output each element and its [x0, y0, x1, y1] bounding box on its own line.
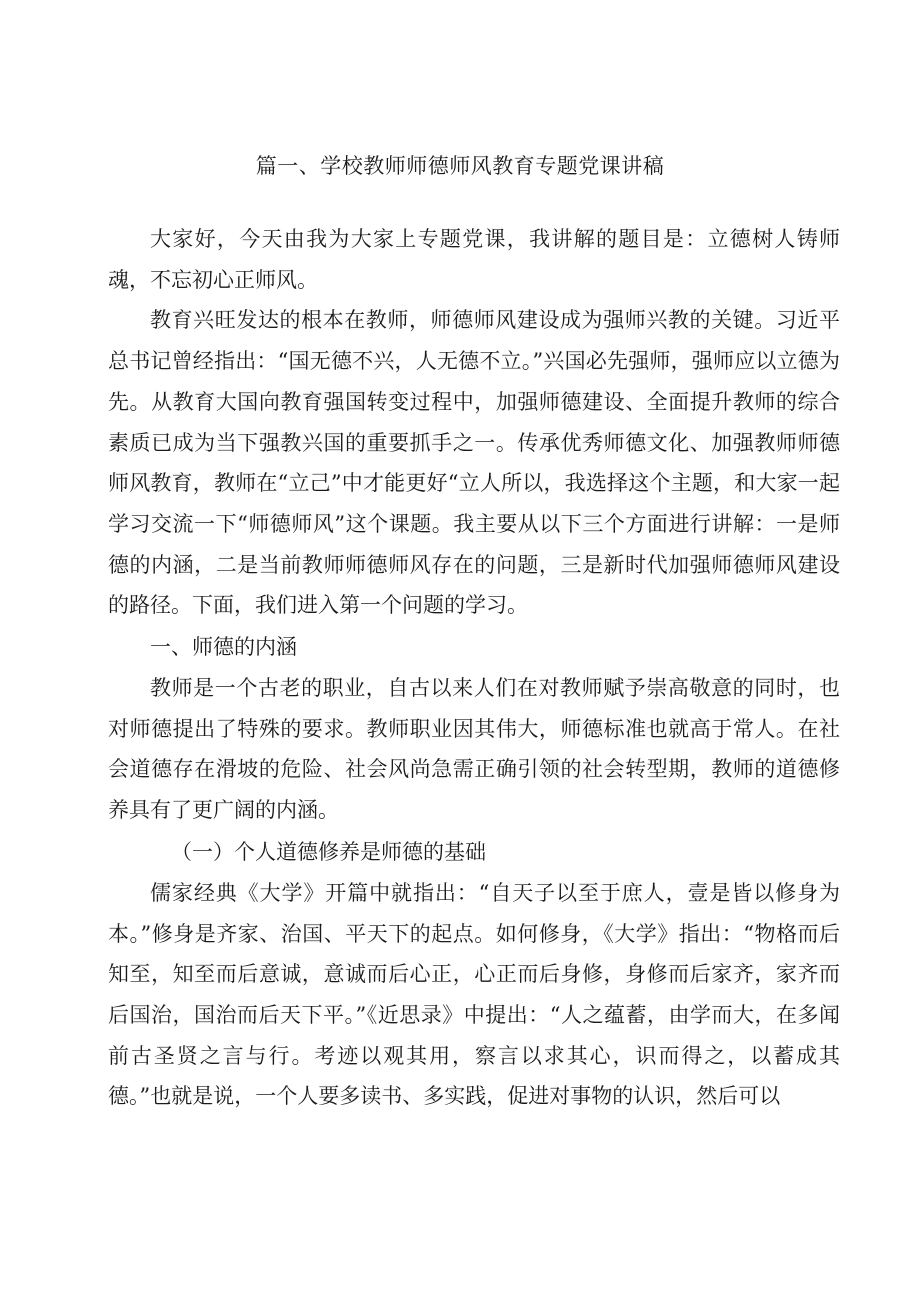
document-body: [108, 219, 840, 1117]
background-paragraph: 教育兴旺发达的根本在教师，师德师风建设成为强师兴教的关键。习近平总书记曾经指出：“国无德不兴，人无德不立。”兴国必先强师，强师应以立德为先。从教育大国向教育强国转变过程中，加强师德建设、全面提升教师的综合素质已成为当下强教兴国的重要抓手之一。传承优秀师德文化、加强教师师德师风教育，教师在“立己”中才能更好“立人所以，我选择这个主题，和大家一起学习交流一下“师德师风”这个课题。我主要从以下三个方面进行讲解：一是师德的内涵，二是当前教师师德师风存在的问题，三是新时代加强师德师风建设的路径。下面，我们进入第一个问题的学习。: [108, 308, 840, 618]
subsection-heading: （一）个人道德修养是师德的基础: [171, 839, 486, 864]
document-title: 篇一、学校教师师德师风教育专题党课讲稿: [255, 154, 665, 178]
intro-paragraph: 大家好，今天由我为大家上专题党课，我讲解的题目是：立德树人铸师魂，不忘初心正师风。: [108, 227, 840, 292]
subsection-paragraph: 儒家经典《大学》开篇中就指出：“自天子以至于庶人，壹是皆以修身为本。”修身是齐家、治国、平天下的起点。如何修身，《大学》指出：“物格而后知至，知至而后意诚，意诚而后心正，心正而后身修，身修而后家齐，家齐而后国治，国治而后天下平。”《近思录》中提出：“人之蕴蓄，由学而大，在多闻前古圣贤之言与行。考迹以观其用，察言以求其心，识而得之，以蓄成其德。”也就是说，一个人要多读书、多实践，促进对事物的认识，然后可以: [108, 880, 840, 1109]
section-paragraph: 教师是一个古老的职业，自古以来人们在对教师赋予崇高敬意的同时，也对师德提出了特殊的要求。教师职业因其伟大，师德标准也就高于常人。在社会道德存在滑坡的危险、社会风尚急需正确引领的社会转型期，教师的道德修养具有了更广阔的内涵。: [108, 676, 840, 823]
section-heading: 一、师德的内涵: [150, 635, 297, 660]
